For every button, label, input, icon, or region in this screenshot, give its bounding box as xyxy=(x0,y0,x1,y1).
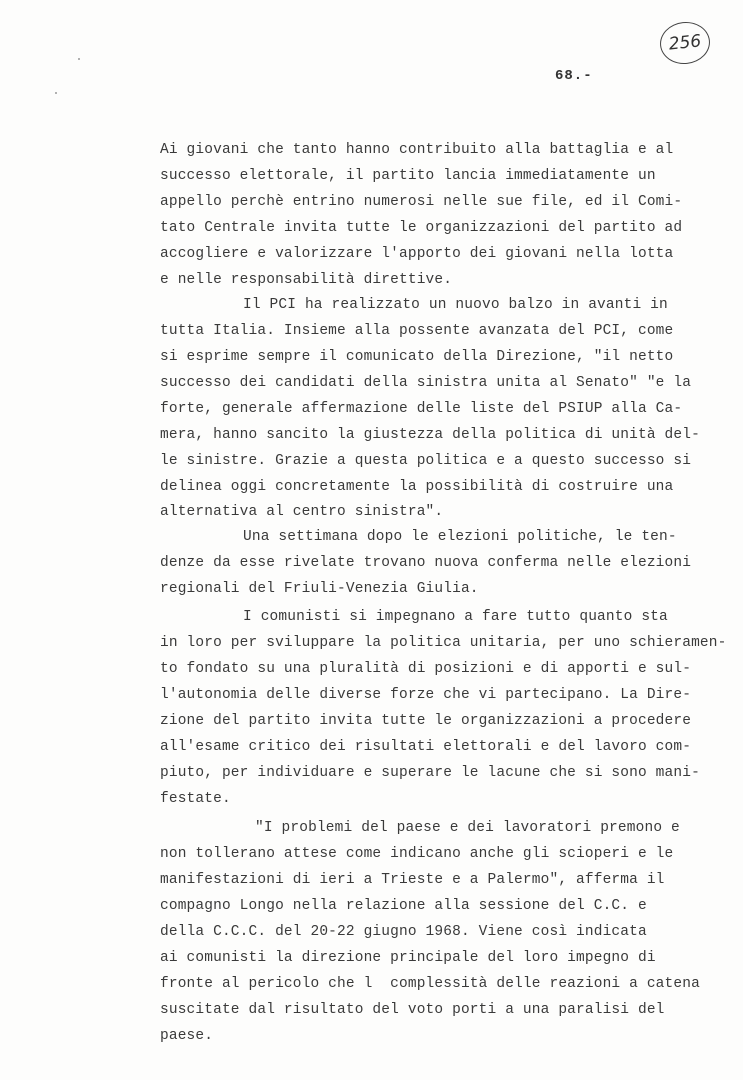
text-line: to fondato su una pluralità di posizioni e di apporti e sul- xyxy=(160,661,692,677)
text-line: piuto, per individuare e superare le lacune che si sono mani- xyxy=(160,765,700,781)
text-line: festate. xyxy=(160,791,231,807)
text-line: ai comunisti la direzione principale del loro impegno di xyxy=(160,950,656,966)
text-line: delinea oggi concretamente la possibilità di costruire una xyxy=(160,479,674,495)
text-line: appello perchè entrino numerosi nelle sue file, ed il Comi- xyxy=(160,194,683,210)
text-line: accogliere e valorizzare l'apporto dei giovani nella lotta xyxy=(160,246,674,262)
text-line: I comunisti si impegnano a fare tutto quanto sta xyxy=(243,609,668,625)
text-line: Una settimana dopo le elezioni politiche, le ten- xyxy=(243,529,677,545)
text-line: Ai giovani che tanto hanno contribuito alla battaglia e al xyxy=(160,142,674,158)
text-line: zione del partito invita tutte le organizzazioni a procedere xyxy=(160,713,692,729)
page-number: 68.- xyxy=(555,68,593,84)
text-line: tato Centrale invita tutte le organizzazioni del partito ad xyxy=(160,220,683,236)
text-line: compagno Longo nella relazione alla sessione del C.C. e xyxy=(160,898,647,914)
text-line: non tollerano attese come indicano anche gli scioperi e le xyxy=(160,846,674,862)
text-line: mera, hanno sancito la giustezza della politica di unità del- xyxy=(160,427,700,443)
text-line: tutta Italia. Insieme alla possente avanzata del PCI, come xyxy=(160,323,674,339)
scan-speck xyxy=(55,92,57,94)
text-line: fronte al pericolo che l complessità delle reazioni a catena xyxy=(160,976,700,992)
scan-speck xyxy=(78,58,80,60)
text-line: successo dei candidati della sinistra unita al Senato" "e la xyxy=(160,375,692,391)
text-line: regionali del Friuli-Venezia Giulia. xyxy=(160,581,479,597)
text-line: in loro per sviluppare la politica unitaria, per uno schieramen- xyxy=(160,635,727,651)
text-line: si esprime sempre il comunicato della Direzione, "il netto xyxy=(160,349,674,365)
text-line: all'esame critico dei risultati elettorali e del lavoro com- xyxy=(160,739,692,755)
text-line: le sinistre. Grazie a questa politica e a questo successo si xyxy=(160,453,692,469)
text-line: denze da esse rivelate trovano nuova conferma nelle elezioni xyxy=(160,555,692,571)
text-line: e nelle responsabilità direttive. xyxy=(160,272,453,288)
text-line: l'autonomia delle diverse forze che vi partecipano. La Dire- xyxy=(160,687,692,703)
text-line: manifestazioni di ieri a Trieste e a Palermo", afferma il xyxy=(160,872,665,888)
page-stamp xyxy=(658,20,712,67)
text-line: successo elettorale, il partito lancia immediatamente un xyxy=(160,168,656,184)
text-line: Il PCI ha realizzato un nuovo balzo in avanti in xyxy=(243,297,668,313)
text-line: paese. xyxy=(160,1028,214,1044)
text-line: alternativa al centro sinistra". xyxy=(160,504,444,520)
text-line: della C.C.C. del 20-22 giugno 1968. Viene così indicata xyxy=(160,924,647,940)
text-line: forte, generale affermazione delle liste del PSIUP alla Ca- xyxy=(160,401,683,417)
text-line: suscitate dal risultato del voto porti a una paralisi del xyxy=(160,1002,665,1018)
stamp-number: 256 xyxy=(667,31,703,55)
text-line: "I problemi del paese e dei lavoratori premono e xyxy=(255,820,680,836)
